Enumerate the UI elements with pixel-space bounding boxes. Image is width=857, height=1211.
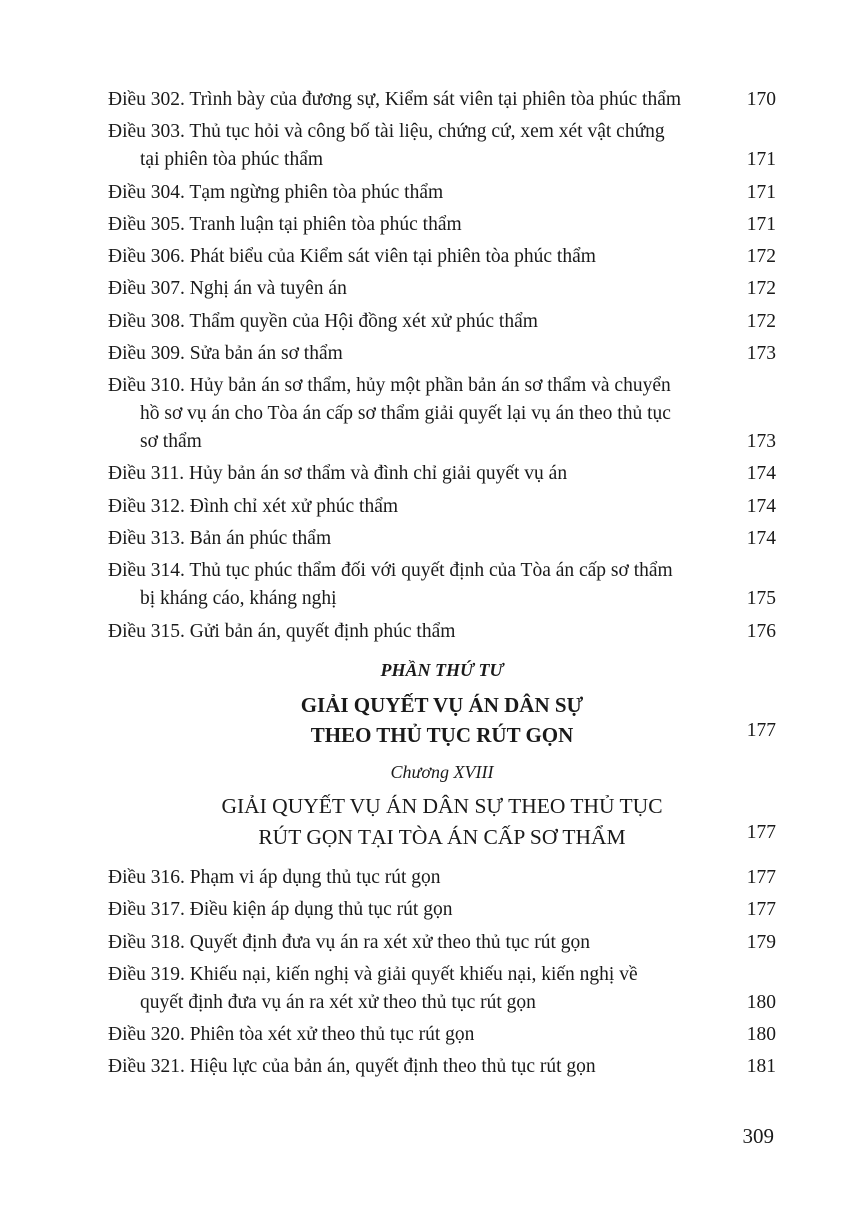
toc-entry-page-number: 176 — [746, 620, 776, 642]
toc-entry-page-number: 171 — [746, 213, 776, 235]
toc-entry-title — [108, 86, 706, 114]
part-label: PHẦN THỨ TƯ — [380, 660, 504, 680]
toc-entry-title — [108, 1021, 706, 1049]
toc-entry-page-number: 180 — [746, 991, 776, 1013]
toc-entry-title — [108, 340, 706, 368]
toc-entry-page-number: 174 — [746, 528, 776, 549]
toc-entry-line: Điều 321. Hiệu lực của bản án, quyết định theo thủ tục rút gọn — [108, 1056, 596, 1078]
toc-entry — [108, 618, 776, 646]
toc-entry-title — [108, 618, 706, 646]
toc-entry — [108, 1053, 776, 1081]
toc-entry-continuation-line: hồ sơ vụ án cho Tòa án cấp sơ thẩm giải quyết lại vụ án theo thủ tục — [140, 403, 671, 425]
toc-entry-page-number: 175 — [746, 588, 776, 610]
toc-entry-page-number: 177 — [746, 899, 776, 921]
toc-entry — [108, 211, 776, 239]
toc-entry-title — [108, 557, 706, 613]
toc-entry-line: Điều 316. Phạm vi áp dụng thủ tục rút gọn — [108, 867, 441, 888]
toc-entry — [108, 372, 776, 456]
toc-entry — [108, 340, 776, 368]
toc-entry-page-number: 173 — [746, 431, 776, 453]
toc-entry — [108, 308, 776, 336]
chapter-page-number: 177 — [746, 822, 776, 843]
chapter-title-line-1: GIẢI QUYẾT VỤ ÁN DÂN SỰ THEO THỦ TỤC — [221, 794, 663, 818]
toc-entry-line: Điều 305. Tranh luận tại phiên tòa phúc thẩm — [108, 213, 462, 235]
toc-entry-line: Điều 310. Hủy bản án sơ thẩm, hủy một phần bản án sơ thẩm và chuyển — [108, 375, 671, 397]
toc-entry-line: Điều 306. Phát biểu của Kiểm sát viên tại phiên tòa phúc thẩm — [108, 246, 596, 268]
chapter-title-block — [108, 791, 776, 853]
toc-entry-page-number: 180 — [746, 1024, 776, 1046]
toc-entry-page-number: 171 — [746, 149, 776, 171]
toc-entry — [108, 557, 776, 613]
chapter-title-line-2: RÚT GỌN TẠI TÒA ÁN CẤP SƠ THẨM — [258, 825, 626, 849]
toc-entry-title — [108, 372, 706, 456]
toc-entry — [108, 525, 776, 553]
toc-entry-page-number: 174 — [746, 463, 776, 485]
toc-entry-page-number: 170 — [746, 89, 776, 110]
toc-entry-continuation-line: bị kháng cáo, kháng nghị — [140, 588, 337, 610]
toc-entry-line: Điều 318. Quyết định đưa vụ án ra xét xử theo thủ tục rút gọn — [108, 931, 590, 953]
toc-entry-continuation-line: quyết định đưa vụ án ra xét xử theo thủ tục rút gọn — [140, 991, 536, 1013]
chapter-label: Chương XVIII — [390, 762, 494, 782]
toc-entry-line: Điều 320. Phiên tòa xét xử theo thủ tục rút gọn — [108, 1024, 475, 1046]
toc-entry-page-number: 174 — [746, 495, 776, 517]
toc-entry-title — [108, 864, 706, 892]
toc-entry-continuation-line: tại phiên tòa phúc thẩm — [140, 149, 324, 171]
toc-entry — [108, 493, 776, 521]
toc-entry — [108, 275, 776, 303]
toc-entry-line: Điều 314. Thủ tục phúc thẩm đối với quyết định của Tòa án cấp sơ thẩm — [108, 560, 673, 582]
toc-entry-line: Điều 308. Thẩm quyền của Hội đồng xét xử phúc thẩm — [108, 310, 538, 332]
toc-entry-title — [108, 493, 706, 521]
toc-entry-line: Điều 319. Khiếu nại, kiến nghị và giải quyết khiếu nại, kiến nghị về — [108, 963, 638, 985]
toc-entry-title — [108, 179, 706, 207]
toc-entry-page-number: 172 — [746, 246, 776, 268]
toc-entry-line: Điều 307. Nghị án và tuyên án — [108, 278, 347, 300]
toc-entry — [108, 896, 776, 924]
toc-entry — [108, 864, 776, 892]
toc-entry — [108, 243, 776, 271]
toc-entry-page-number: 181 — [746, 1056, 776, 1078]
toc-entry-line: Điều 302. Trình bày của đương sự, Kiểm sát viên tại phiên tòa phúc thẩm — [108, 89, 682, 110]
toc-entry-line: Điều 317. Điều kiện áp dụng thủ tục rút gọn — [108, 899, 453, 921]
toc-entry-line: Điều 312. Đình chỉ xét xử phúc thẩm — [108, 495, 399, 517]
toc-entry-title — [108, 896, 706, 924]
toc-entry-title — [108, 460, 706, 488]
toc-entry-page-number: 179 — [746, 931, 776, 953]
part-title-line-1: GIẢI QUYẾT VỤ ÁN DÂN SỰ — [300, 693, 584, 717]
toc-entry — [108, 118, 776, 174]
toc-entry-title — [108, 211, 706, 239]
toc-entry-title — [108, 929, 706, 957]
toc-entry-continuation-line: sơ thẩm — [140, 431, 202, 453]
toc-entry-title — [108, 118, 706, 174]
toc-entry-page-number: 171 — [746, 181, 776, 203]
toc-entry-title — [108, 275, 706, 303]
toc-entry-line: Điều 303. Thủ tục hỏi và công bố tài liệu, chứng cứ, xem xét vật chứng — [108, 121, 665, 143]
toc-entry-line: Điều 313. Bản án phúc thẩm — [108, 528, 332, 549]
toc-entry — [108, 179, 776, 207]
toc-entry-title — [108, 525, 706, 553]
part-heading — [108, 660, 776, 681]
toc-entry-title — [108, 961, 706, 1017]
toc-entry-page-number: 177 — [746, 867, 776, 888]
toc-entry-title — [108, 308, 706, 336]
toc-entry — [108, 929, 776, 957]
part-title-line-2: THEO THỦ TỤC RÚT GỌN — [310, 723, 574, 747]
toc-entry-line: Điều 311. Hủy bản án sơ thẩm và đình chỉ giải quyết vụ án — [108, 463, 568, 485]
toc-entry — [108, 86, 776, 114]
toc-entry-title — [108, 1053, 706, 1081]
toc-entry — [108, 460, 776, 488]
toc-entry-page-number: 172 — [746, 310, 776, 332]
toc-entry-line: Điều 309. Sửa bản án sơ thẩm — [108, 343, 343, 364]
toc-entry-page-number: 173 — [746, 343, 776, 364]
toc-entry — [108, 961, 776, 1017]
toc-entry-line: Điều 304. Tạm ngừng phiên tòa phúc thẩm — [108, 181, 444, 203]
page-number: 309 — [742, 1124, 774, 1148]
chapter-heading — [108, 762, 776, 783]
toc-entry — [108, 1021, 776, 1049]
toc-entry-title — [108, 243, 706, 271]
toc-entry-line: Điều 315. Gửi bản án, quyết định phúc thẩm — [108, 620, 456, 642]
part-page-number: 177 — [746, 720, 776, 741]
part-title-block — [108, 690, 776, 750]
toc-entry-page-number: 172 — [746, 278, 776, 300]
